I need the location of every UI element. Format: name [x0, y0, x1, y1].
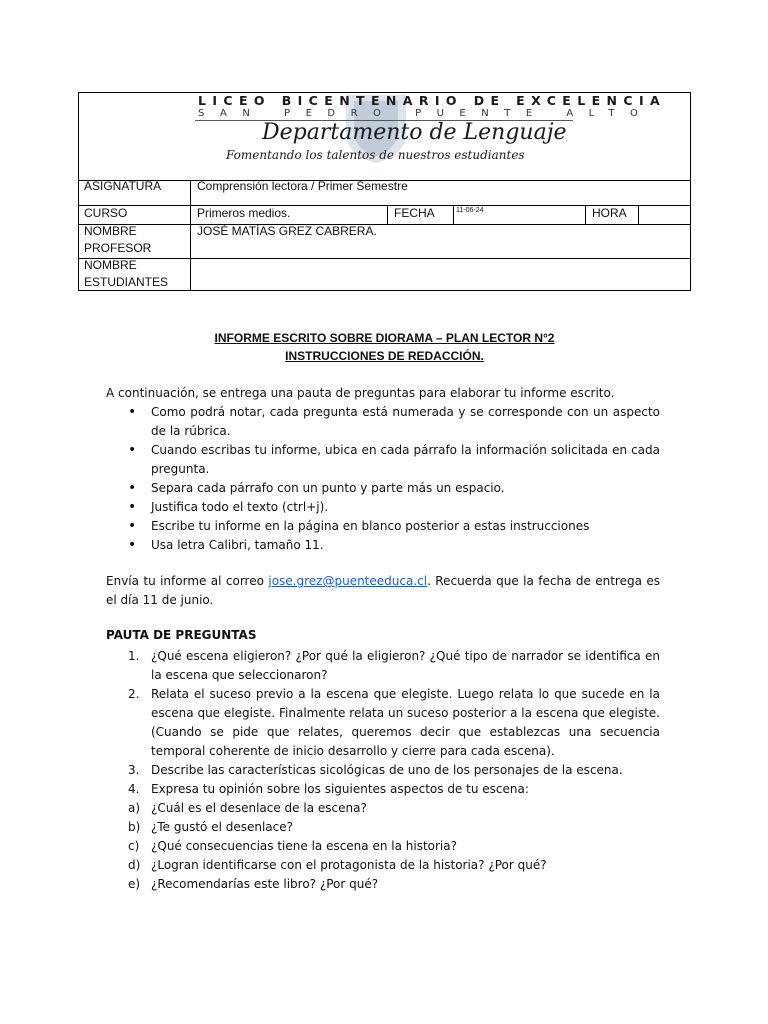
send-text-after: . Recuerda que la fecha de entrega es el día 11 de junio. [106, 574, 661, 607]
school-name: LICEO BICENTENARIO DE EXCELENCIA [198, 93, 667, 108]
question-item [128, 780, 660, 799]
questions-list [128, 647, 660, 894]
question-text: Expresa tu opinión sobre los siguientes aspectos de tu escena: [151, 782, 529, 796]
question-text: ¿Te gustó el desenlace? [151, 820, 294, 834]
question-letter: a) [128, 801, 141, 815]
question-item [128, 685, 660, 761]
question-letter: b) [128, 820, 141, 834]
profesor-label-line2: PROFESOR [84, 241, 152, 255]
fecha-value: 11-06-24 [456, 207, 484, 214]
instruction-item: • Usa letra Calibri, tamaño 11. [128, 536, 660, 555]
question-letter: e) [128, 877, 141, 891]
school-location: SAN PEDRO PUENTE ALTO [198, 108, 654, 119]
department-name: Departamento de Lenguaje [262, 120, 567, 145]
question-number: 2. [128, 687, 140, 701]
email-link[interactable]: jose.grez@puenteeduca.cl [268, 574, 428, 588]
question-letter: d) [128, 858, 141, 872]
instruction-item: • Como podrá notar, cada pregunta está numerada y se corresponde con un aspecto de la rúbrica. [128, 403, 660, 441]
intro-text: A continuación, se entrega una pauta de preguntas para elaborar tu informe escrito. [106, 386, 615, 400]
question-item [128, 761, 660, 780]
instruction-item: • Cuando escribas tu informe, ubica en cada párrafo la información solicitada en cada pregunta. [128, 441, 660, 479]
question-text: ¿Recomendarías este libro? ¿Por qué? [151, 877, 379, 891]
instruction-item: • Escribe tu informe en la página en blanco posterior a estas instrucciones [128, 517, 660, 536]
document-title: INFORME ESCRITO SOBRE DIORAMA – PLAN LECTOR N°2 [214, 331, 555, 345]
curso-value: Primeros medios. [197, 206, 291, 220]
question-text: ¿Cuál es el desenlace de la escena? [151, 801, 367, 815]
question-item [128, 837, 660, 856]
send-text-before: Envía tu informe al correo [106, 574, 269, 588]
question-item [128, 818, 660, 837]
hora-label: HORA [592, 206, 627, 220]
question-text: ¿Qué escena eligieron? ¿Por qué la eligieron? ¿Qué tipo de narrador se identifica en la escena que seleccionaron? [151, 649, 660, 682]
question-text: Describe las características sicológicas de uno de los personajes de la escena. [151, 763, 623, 777]
question-item [128, 799, 660, 818]
question-number: 3. [128, 763, 140, 777]
department-motto: Fomentando los talentos de nuestros estudiantes [226, 148, 525, 162]
question-item [128, 647, 660, 685]
asignatura-label: ASIGNATURA [84, 179, 162, 193]
question-item [128, 875, 660, 894]
estudiantes-label-line2: ESTUDIANTES [84, 275, 169, 289]
profesor-value: JOSÉ MATÍAS GREZ CABRERA. [197, 224, 377, 238]
question-number: 4. [128, 782, 140, 796]
document-subtitle: INSTRUCCIONES DE REDACCIÓN. [285, 349, 484, 363]
question-text: Relata el suceso previo a la escena que elegiste. Luego relata lo que sucede en la escena que elegiste. Finalmente relata un suceso posterior a la escena que elegiste. (Cuando se pide que relates, queremos decir que establezcas una secuencia temporal coherente de inicio desarrollo y cierre para cada escena). [151, 687, 660, 758]
instructions-list [128, 403, 660, 555]
send-instructions [106, 572, 660, 610]
fecha-label: FECHA [394, 206, 435, 220]
instruction-item: • Separa cada párrafo con un punto y parte más un espacio. [128, 479, 660, 498]
asignatura-value: Comprensión lectora / Primer Semestre [197, 179, 408, 193]
question-letter: c) [128, 839, 140, 853]
question-number: 1. [128, 649, 140, 663]
instruction-item: • Justifica todo el texto (ctrl+j). [128, 498, 660, 517]
question-text: ¿Qué consecuencias tiene la escena en la historia? [151, 839, 457, 853]
question-item [128, 856, 660, 875]
estudiantes-label-line1: NOMBRE [84, 258, 137, 272]
question-text: ¿Logran identificarse con el protagonista de la historia? ¿Por qué? [151, 858, 547, 872]
curso-label: CURSO [84, 206, 128, 220]
questions-title: PAUTA DE PREGUNTAS [106, 628, 257, 642]
profesor-label-line1: NOMBRE [84, 224, 137, 238]
